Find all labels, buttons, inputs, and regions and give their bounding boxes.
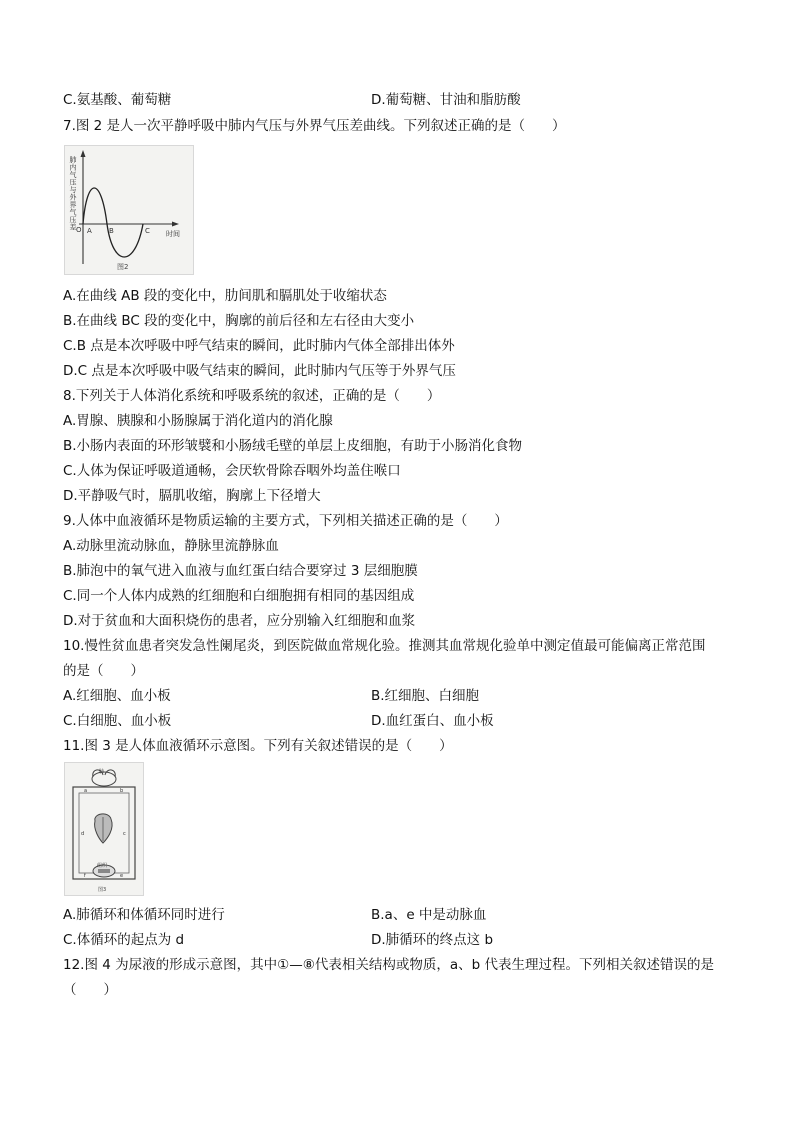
- q9-option-b: B.肺泡中的氧气进入血液与血红蛋白结合要穿过 3 层细胞膜: [63, 563, 418, 579]
- q9-stem: 9.人体中血液循环是物质运输的主要方式，下列相关描述正确的是（ ）: [63, 513, 508, 529]
- q10-option-c: C.白细胞、血小板: [63, 713, 172, 729]
- q10-stem-line2: 的是（ ）: [63, 663, 144, 679]
- q6-option-c: C.氨基酸、葡萄糖: [63, 92, 172, 108]
- q11-figure-letter-c: c: [123, 831, 126, 837]
- q7-figure-origin: O: [76, 226, 82, 234]
- q7-figure-point-a: A: [87, 227, 92, 235]
- q8-option-c: C.人体为保证呼吸道通畅，会厌软骨除吞咽外均盖住喉口: [63, 463, 401, 479]
- q11-figure: [64, 762, 144, 896]
- q11-option-d: D.肺循环的终点这 b: [371, 932, 494, 948]
- pressure-curve-diagram: [65, 146, 193, 274]
- q9-option-a: A.动脉里流动脉血，静脉里流静脉血: [63, 538, 279, 554]
- q11-figure-top-label: 肺: [99, 769, 105, 775]
- blood-circulation-diagram: [65, 763, 143, 895]
- q11-figure-bottom-label: 组织: [97, 863, 108, 869]
- q7-figure: [64, 145, 194, 275]
- q8-option-b: B.小肠内表面的环形皱襞和小肠绒毛壁的单层上皮细胞，有助于小肠消化食物: [63, 438, 523, 454]
- q9-option-c: C.同一个人体内成熟的红细胞和白细胞拥有相同的基因组成: [63, 588, 415, 604]
- q11-stem: 11.图 3 是人体血液循环示意图。下列有关叙述错误的是（ ）: [63, 738, 453, 754]
- q7-figure-point-c: C: [145, 227, 150, 235]
- q7-option-d: D.C 点是本次呼吸中吸气结束的瞬间，此时肺内气压等于外界气压: [63, 363, 456, 379]
- q10-stem-line1: 10.慢性贫血患者突发急性阑尾炎，到医院做血常规化验。推测其血常规化验单中测定值最可能偏离正常范围: [63, 638, 706, 654]
- q7-option-a: A.在曲线 AB 段的变化中，肋间肌和膈肌处于收缩状态: [63, 288, 387, 304]
- q11-figure-letter-d: d: [81, 831, 85, 837]
- q8-option-d: D.平静吸气时，膈肌收缩，胸廓上下径增大: [63, 488, 321, 504]
- q10-option-a: A.红细胞、血小板: [63, 688, 171, 704]
- q10-option-b: B.红细胞、白细胞: [371, 688, 480, 704]
- q9-option-d: D.对于贫血和大面积烧伤的患者，应分别输入红细胞和血浆: [63, 613, 416, 629]
- q7-option-c: C.B 点是本次呼吸中呼气结束的瞬间，此时肺内气体全部排出体外: [63, 338, 455, 354]
- q11-option-c: C.体循环的起点为 d: [63, 932, 185, 948]
- q7-stem: 7.图 2 是人一次平静呼吸中肺内气压与外界气压差曲线。下列叙述正确的是（ ）: [63, 118, 566, 134]
- q12-stem-line2: （ ）: [63, 982, 117, 998]
- q10-option-d: D.血红蛋白、血小板: [371, 713, 494, 729]
- q7-figure-caption: 图2: [117, 263, 129, 271]
- q11-option-b: B.a、e 中是动脉血: [371, 907, 487, 923]
- q11-figure-letter-b: b: [120, 788, 124, 794]
- q7-option-b: B.在曲线 BC 段的变化中，胸廓的前后径和左右径由大变小: [63, 313, 415, 329]
- q7-figure-x-label: 时间: [166, 230, 180, 238]
- q11-figure-letter-e: e: [120, 873, 124, 879]
- q11-figure-letter-a: a: [84, 788, 88, 794]
- q11-figure-letter-f: f: [84, 873, 86, 879]
- q11-figure-caption: 图3: [98, 887, 107, 893]
- q7-figure-point-b: B: [109, 227, 114, 235]
- q12-stem-line1: 12.图 4 为尿液的形成示意图，其中①—⑧代表相关结构或物质，a、b 代表生理过程。下列相关叙述错误的是: [63, 957, 714, 973]
- q11-option-a: A.肺循环和体循环同时进行: [63, 907, 225, 923]
- q8-option-a: A.胃腺、胰腺和小肠腺属于消化道内的消化腺: [63, 413, 333, 429]
- q6-option-d: D.葡萄糖、甘油和脂肪酸: [371, 92, 521, 108]
- q8-stem: 8.下列关于人体消化系统和呼吸系统的叙述，正确的是（ ）: [63, 388, 441, 404]
- q7-figure-y-label: 肺内气压与外界气压差: [69, 156, 77, 231]
